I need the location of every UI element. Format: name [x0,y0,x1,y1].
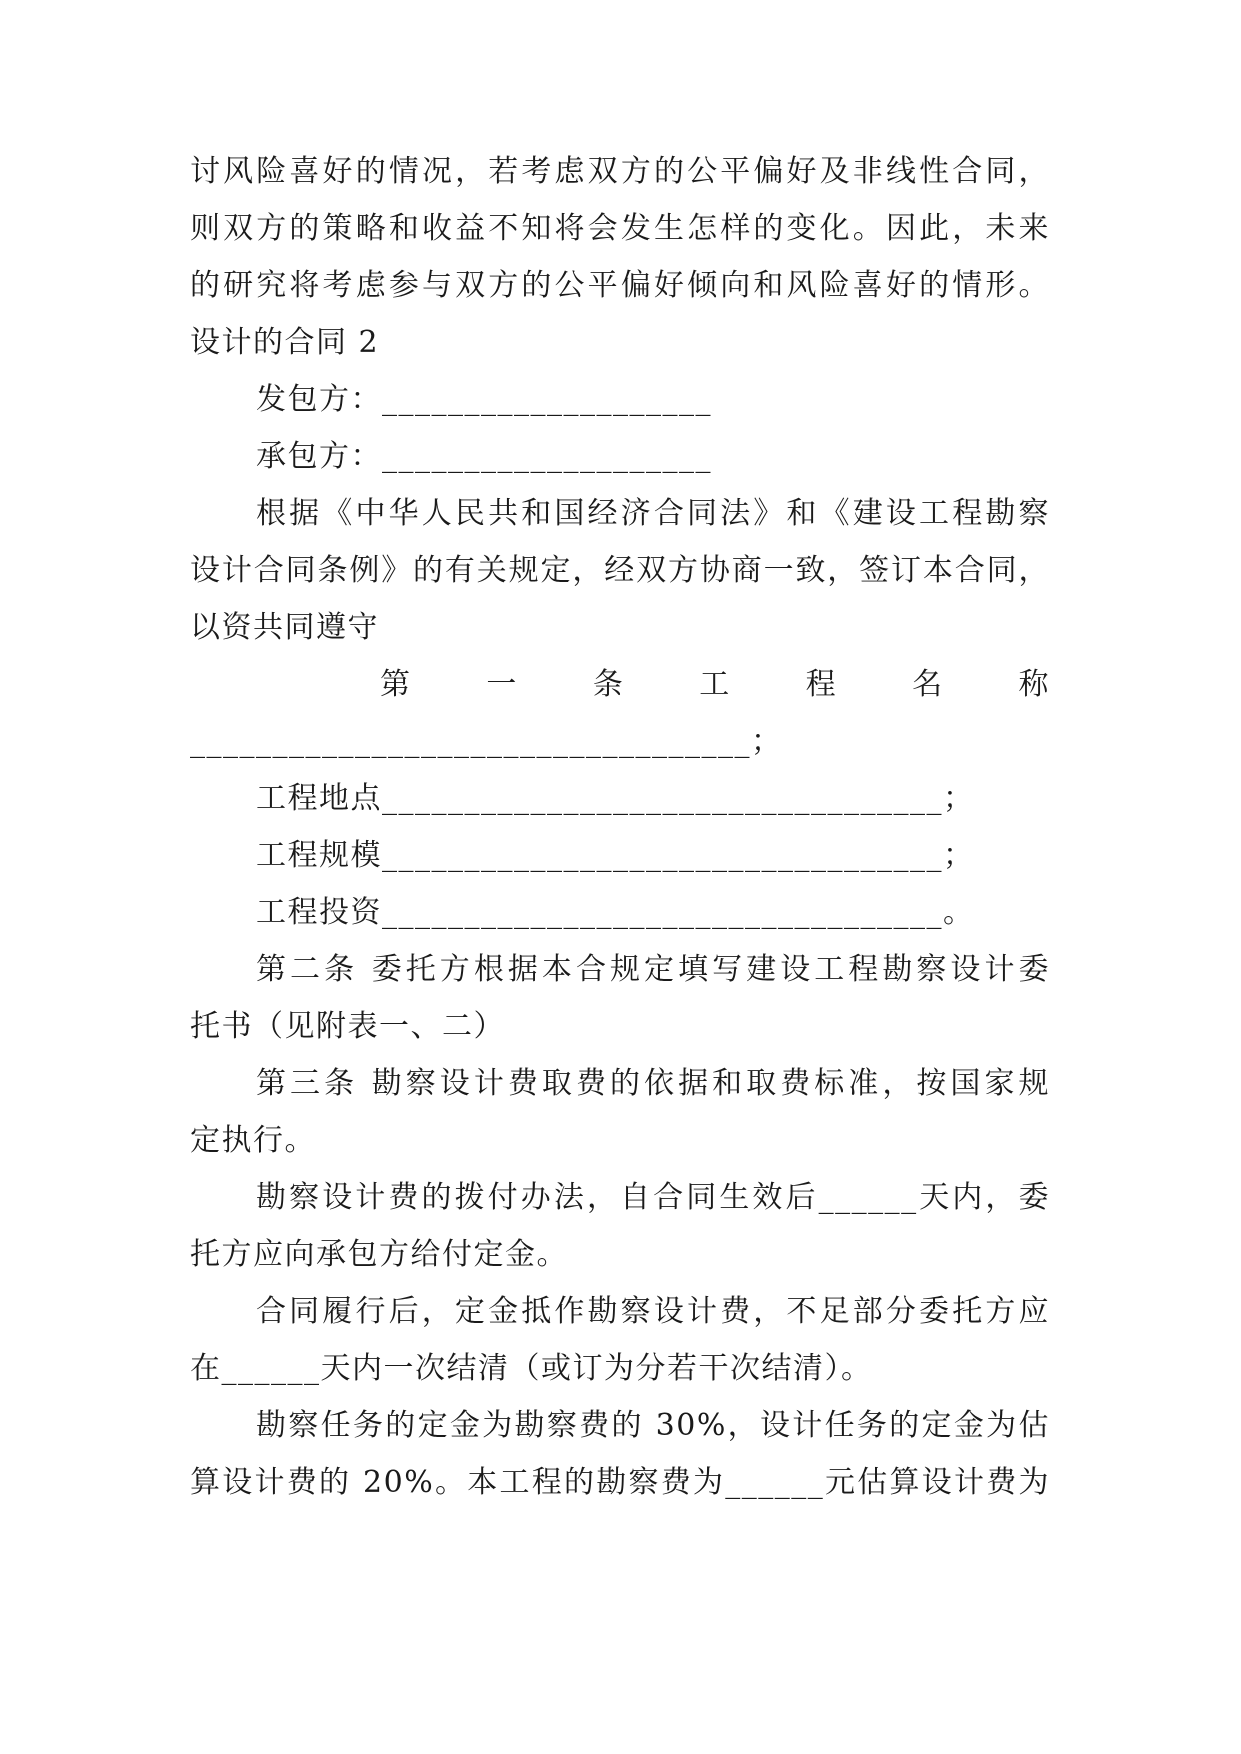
text-line: 根据《中华人民共和国经济合同法》和《建设工程勘察 [256,496,1050,531]
party-b-field: 承包方：____________________ [256,439,712,474]
text-line: 合同履行后，定金抵作勘察设计费，不足部分委托方应 [256,1294,1050,1329]
project-name-field: __________________________________； [190,724,783,759]
text-line: 托书（见附表一、二） [190,1009,505,1044]
text-line: 第二条 委托方根据本合规定填写建设工程勘察设计委 [256,952,1050,987]
text-line: 勘察设计费的拨付办法，自合同生效后______天内，委 [256,1180,1050,1215]
text-line: 以资共同遵守 [190,610,379,645]
text-line: 则双方的策略和收益不知将会发生怎样的变化。因此，未来 [190,211,1050,246]
text-line: 在______天内一次结清（或订为分若干次结清）。 [190,1351,873,1386]
party-a-field: 发包方：____________________ [256,382,712,417]
article-one-heading: 第 一 条 工 程 名 称 [380,667,1050,702]
text-line: 第三条 勘察设计费取费的依据和取费标准，按国家规 [256,1066,1050,1101]
text-line: 设计合同条例》的有关规定，经双方协商一致，签订本合同， [190,553,1050,588]
project-location-field: 工程地点__________________________________； [256,781,975,816]
text-line: 的研究将考虑参与双方的公平偏好倾向和风险喜好的情形。 [190,268,1050,303]
text-line: 定执行。 [190,1123,316,1158]
project-investment-field: 工程投资__________________________________。 [256,895,975,930]
text-line: 托方应向承包方给付定金。 [190,1237,568,1272]
section-heading: 设计的合同 2 [190,325,380,360]
project-scale-field: 工程规模__________________________________； [256,838,975,873]
text-line: 勘察任务的定金为勘察费的 30%，设计任务的定金为估 [256,1408,1050,1443]
text-line: 讨风险喜好的情况，若考虑双方的公平偏好及非线性合同， [190,154,1050,189]
text-line: 算设计费的 20%。本工程的勘察费为______元估算设计费为 [190,1465,1050,1500]
